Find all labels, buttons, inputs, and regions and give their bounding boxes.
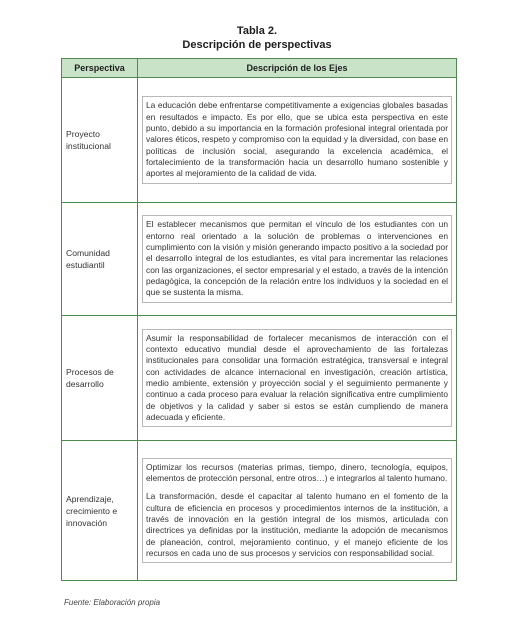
perspective-line: crecimiento e [66, 505, 118, 516]
perspective-line: estudiantil [66, 260, 105, 270]
description-cell [138, 316, 457, 441]
table-caption: Descripción de perspectivas [182, 39, 332, 51]
table-number: Tabla 2. [236, 25, 278, 37]
perspective-cell [62, 316, 138, 441]
description-paragraph: La transformación, desde el capacitar al talento humano en el fomento de la cultura de eficiencia en procesos y procedimientos internos de la institución, a través de innovación en la gestión integral de los mismos, articulada con directrices ya definidas por la institución, mediante la adopción de mecanismos de planeación, control, mejoramiento continuo, y el manejo eficiente de los recursos en cada uno de sus procesos y servicios con responsabilidad social. [146, 491, 448, 558]
table-row [62, 441, 457, 581]
source-note: Fuente: Elaboración propia [64, 598, 161, 607]
perspective-line: desarrollo [66, 379, 104, 389]
header-descripcion: Descripción de los Ejes [138, 59, 457, 78]
perspective-cell [62, 78, 138, 203]
description-paragraph: El establecer mecanismos que permitan el vínculo de los estudiantes con un entorno real orientado a la solución de problemas o intervenciones en cumplimiento con la visión y misión generando impacto positivo a la sociedad por el desarrollo integral de los estudiantes, es vital para incrementar las relaciones con las organizaciones, el sector empresarial y el estado, a través de la intención pedagógica, la concepción de la relación entre los individuos y la sociedad en el que se sustenta la misma. [146, 219, 448, 298]
table-row [62, 316, 457, 441]
perspective-line: Proyecto [66, 129, 100, 139]
perspective-cell [62, 441, 138, 581]
description-box [142, 458, 452, 563]
perspectives-table [61, 58, 457, 581]
table-row [62, 78, 457, 203]
perspective-cell [62, 203, 138, 316]
table-header-row [62, 59, 457, 78]
perspective-line: innovación [66, 517, 108, 528]
description-cell [138, 203, 457, 316]
perspective-line: Aprendizaje, [66, 493, 114, 504]
description-paragraph: Optimizar los recursos (materias primas, tiempo, dinero, tecnología, equipos, elementos de protección personal, entre otros…) e integrarlos al talento humano. [146, 461, 448, 484]
description-box [142, 329, 452, 427]
description-cell [138, 78, 457, 203]
table-title [0, 24, 514, 52]
header-perspectiva: Perspectiva [62, 59, 138, 78]
table-row [62, 203, 457, 316]
description-paragraph: Asumir la responsabilidad de fortalecer mecanismos de interacción con el contexto educativo mundial desde el aprovechamiento de las fortalezas institucionales para consolidar una formación estratégica, transversal e integral con actividades de alcance internacional en investigación, creación artística, medio ambiente, extensión y proyección social y el seguimiento permanente y continuo a cada proceso para evaluar la relación significativa entre cumplimiento de objetivos y la calidad y saber si estos se están cumpliendo de manera adecuada y eficiente. [146, 332, 448, 422]
description-box [142, 215, 452, 302]
description-cell [138, 441, 457, 581]
perspective-line: institucional [66, 141, 111, 151]
description-box [142, 96, 452, 183]
perspective-line: Procesos de [66, 367, 114, 377]
description-paragraph: La educación debe enfrentarse competitivamente a exigencias globales basadas en resultados e impacto. Es por ello, que se ubica esta perspectiva en este punto, debido a su importancia en la formación profesional integral orientada por valores éticos, respeto y compromiso con la equidad y la diversidad, con base en políticas de inclusión social, asegurando la excelencia académica, el fortalecimiento de la transformación hacia un desarrollo humano sostenible y aportes al mejoramiento de la calidad de vida. [146, 100, 448, 179]
perspective-line: Comunidad [66, 248, 110, 258]
